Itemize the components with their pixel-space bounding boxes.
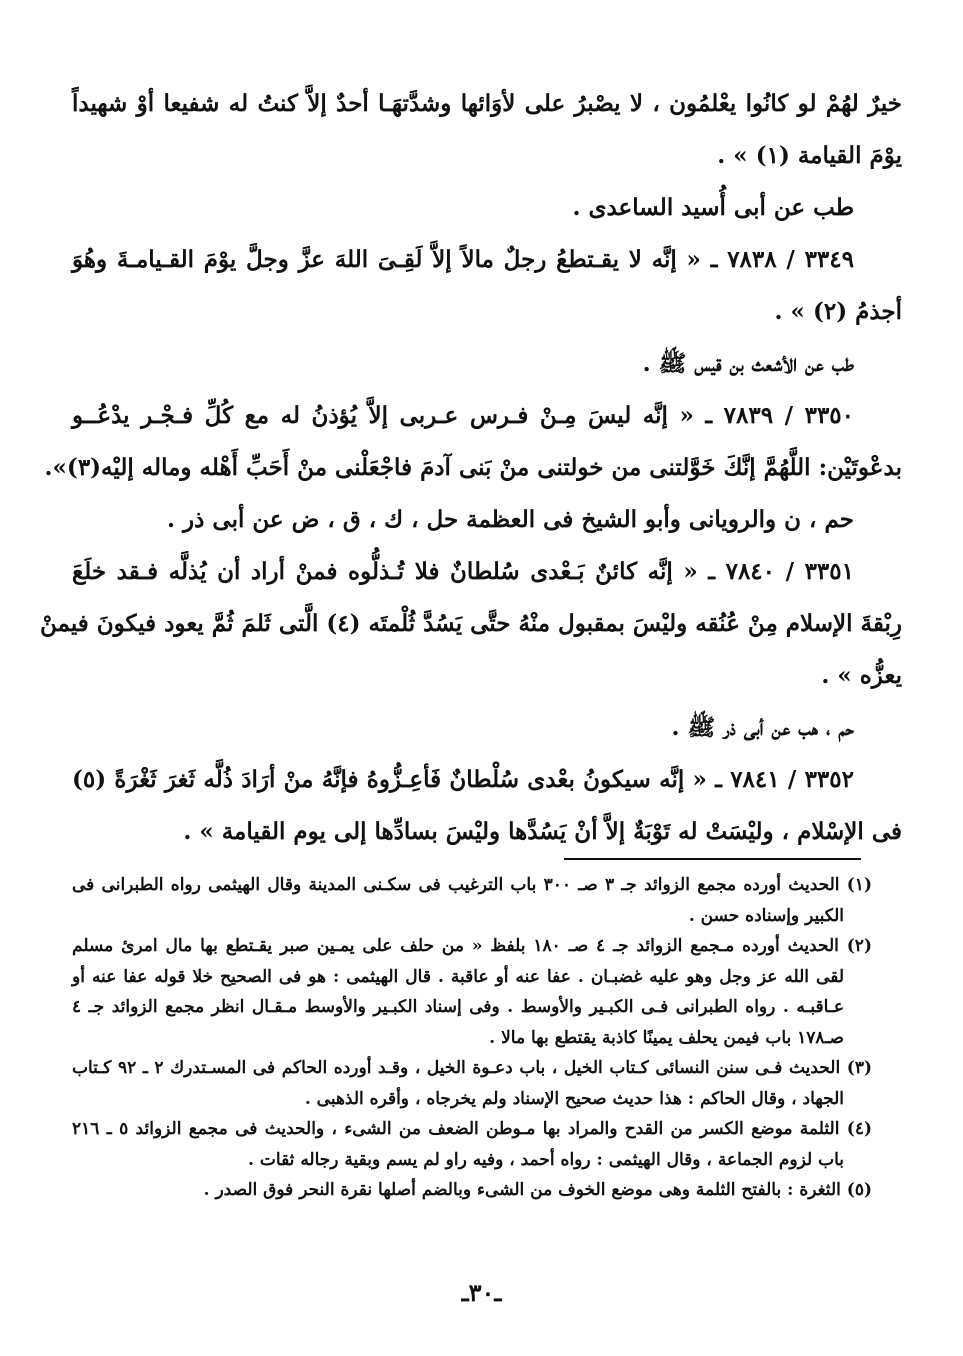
main-text <box>40 78 902 858</box>
body-line: خيرٌ لهُمْ لو كانُوا يعْلمُون ، لا يصْبرُ على لأوَائها وشدَّتهَـا أحدٌ إلاَّ كنتُ له شفيعا أوْ شهيداً <box>72 90 902 117</box>
hadith-line: ٣٣٥٠ / ٧٨٣٩ ـ « إنَّه ليسَ مِـنْ فـرس عـربى إلاَّ يُؤذنُ له مع كُلِّ فـجْـر يدْعُــو <box>72 402 855 429</box>
body-line: يوْمَ القيامة (١) » . <box>717 142 902 169</box>
body-line: يعزُّه » . <box>821 662 902 689</box>
footnote-line: (٤) الثلمة موضع الكسر من القدح والمراد بها مـوطن الضعف من الشىء ، والحديث فى مجمع الزوائد ٥ ـ ٢١٦ <box>72 1119 872 1139</box>
footnote-line: صـ١٧٨ باب فيمن يحلف يمينًا كاذبة يقتطع بها مالا . <box>489 1027 844 1048</box>
hadith-line: ٣٣٥١ / ٧٨٤٠ ـ « إنَّه كائنٌ بَـعْدى سُلطانٌ فلا تُـذلُّوه فمنْ أراد أن يُذلَّه فـقد خلَعَ <box>72 558 854 585</box>
footnote-line: (٢) الحديث أورده مـجمع الزوائد جـ ٤ صـ ١٨٠ بلفظ « من حلف على يمـين صبر يقـتطع بها مال امرئ مسلم <box>72 936 872 956</box>
footnote-line: الجهاد ، وقال الحاكم : هذا حديث صحيح الإسناد ولم يخرجاه ، وأقره الذهبى . <box>304 1088 844 1109</box>
footnote-line: (١) الحديث أورده مجمع الزوائد جـ ٣ صـ ٣٠٠ باب الترغيب فى سكـنى المدينة وقال الهيثمى رواه الطبرانى فى <box>72 875 872 895</box>
footnote-line: (٥) الثغرة : بالفتح الثلمة وهى موضع الخوف من الشىء وبالضم أصلها نقرة النحر فوق الصدر . <box>203 1180 872 1200</box>
footnote-line: باب لزوم الجماعة ، وقال الهيثمى : رواه أحمد ، وفيه راو لم يسم وبقية رجاله ثقات . <box>248 1149 844 1170</box>
footnote-line: عـاقبـه . رواه الطبرانى فـى الكبـير والأوسط . وفى إسناد الكبـير والأوسط مـقـال انظر مجمع الزوائد جـ ٤ <box>72 997 844 1017</box>
footnote-line: الكبير وإسناده حسن . <box>688 905 844 926</box>
footnotes <box>72 870 872 1206</box>
body-line: بدعْوتَيْن: اللَّهُمَّ إنَّكَ خَوَّلتنى من خولتنى منْ بَنى آدمَ فاجْعَلْنى منْ أَحَبِّ أَهْله وماله إليْه(٣)». <box>44 454 902 481</box>
footnote-divider <box>564 858 861 860</box>
footnote-line: لقى الله عز وجل وهو عليه غضبـان . عفا عنه أو عاقبة . قال الهيثمى : هو فى الصحيح خلا قوله عفا عنه أو <box>72 966 844 987</box>
source-line: طب عن أبى أُسيد الساعدى . <box>572 194 854 221</box>
source-line: حم ، هب عن أبى ذر ﷺ . <box>671 714 854 741</box>
body-line: رِبْقةَ الإسلام مِنْ عُنُقه وليْسَ بمقبول منْهُ حتَّى يَسُدَّ ثُلْمتَه (٤) الَّتى ثَلمَ ثُمَّ يعود فيكونَ فيمنْ <box>40 610 902 637</box>
body-line: فى الإسْلام ، وليْسَتْ له تَوْبَةٌ إلاَّ أنْ يَسُدَّها وليْسَ بسادِّها إلى يوم القيامة » . <box>183 818 902 845</box>
page-number: ـ٣٠ـ <box>461 1278 502 1307</box>
source-line: طب عن الأشعث بن قيس ﷺ . <box>642 350 854 377</box>
footnote-line: (٣) الحديث فـى سنن النسائى كـتاب الخيل ، باب دعـوة الخيل ، وقـد أورده الحاكم فى المسـتدرك ٢ ـ ٩٢ كـتاب <box>72 1058 872 1078</box>
source-line: حم ، ن والرويانى وأبو الشيخ فى العظمة حل ، ك ، ق ، ض عن أبى ذر . <box>167 506 854 533</box>
body-line: أجذمُ (٢) » . <box>774 298 902 325</box>
hadith-line: ٣٣٤٩ / ٧٨٣٨ ـ « إنَّه لا يقـتطعُ رجلٌ مالاً إلاَّ لَقِـىَ اللهَ عزَّ وجلَّ يوْمَ القـيامـةَ وهُوَ <box>72 246 854 273</box>
hadith-line: ٣٣٥٢ / ٧٨٤١ ـ « إنَّه سيكونُ بعْدى سُلْطانٌ فَأعِـزُّوهُ فإنَّهُ منْ أرَادَ ذُلَّه ثَغرَ ثَغْرَةً (٥) <box>72 766 854 793</box>
